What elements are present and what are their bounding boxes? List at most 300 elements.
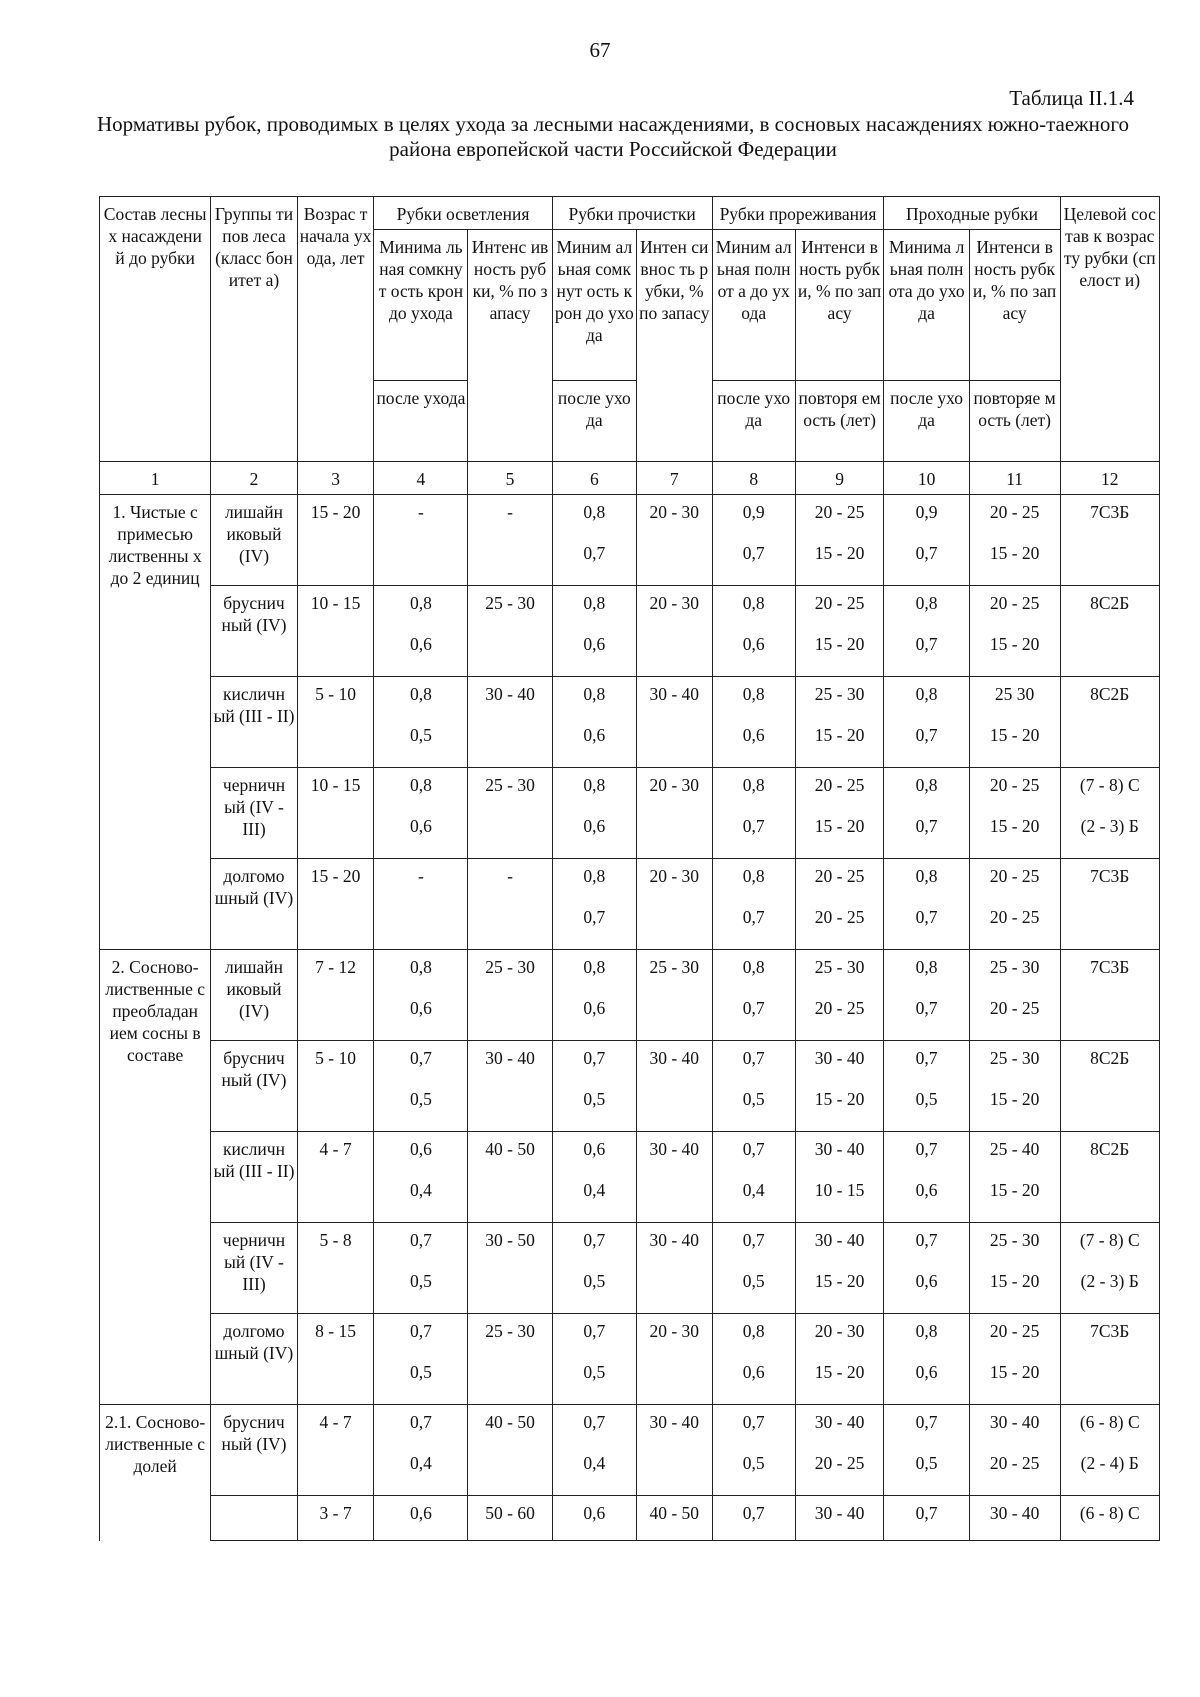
prorezhivanie-min-density	[712, 859, 795, 950]
target-composition	[1060, 1314, 1160, 1405]
prokhodnye-intensity	[969, 1041, 1060, 1132]
value-before: 0,7	[409, 1412, 432, 1432]
start-age: 15 - 20	[297, 495, 374, 586]
value-before: 0,8	[583, 775, 606, 795]
value-before: 7С3Б	[1090, 866, 1130, 886]
value-after: 15 - 20	[989, 1362, 1040, 1382]
prorezhivanie-min-density	[712, 495, 795, 586]
value-before: 30 - 40	[814, 1048, 865, 1068]
column-number: 5	[468, 462, 552, 495]
value-after: 15 - 20	[989, 725, 1040, 745]
value-after	[1063, 1179, 1158, 1201]
osvetlenie-intensity: 25 - 30	[468, 586, 552, 677]
header-min-closure-before: Минима льная сомкнут ость крон до ухода	[374, 230, 468, 381]
header-min-closure-before: Миним альная сомкнут ость крон до ухода	[552, 230, 636, 381]
value-before: 7С3Б	[1090, 957, 1130, 977]
osvetlenie-intensity: 50 - 60	[468, 1496, 552, 1541]
value-after: 0,7	[742, 907, 765, 927]
value-after	[1063, 1088, 1158, 1110]
value-after: 15 - 20	[989, 543, 1040, 563]
document-title: Нормативы рубок, проводимых в целях ухода за лесными насаждениями, в сосновых насаждениях южно-таежного района европейской части Российской Федерации	[96, 112, 1130, 161]
header-forest-types: Группы типов леса (класс бонитет а)	[211, 197, 297, 462]
prorezhivanie-min-density	[712, 1405, 795, 1496]
group-composition: 2. Сосново- лиственные с преобладан ием сосны в составе	[100, 950, 211, 1405]
target-composition	[1060, 1132, 1160, 1223]
prokhodnye-min-density	[884, 768, 969, 859]
osvetlenie-min-closure	[374, 1405, 468, 1496]
prokhodnye-intensity	[969, 1132, 1060, 1223]
osvetlenie-min-closure	[374, 495, 468, 586]
value-before: 0,7	[583, 1321, 606, 1341]
value-after: 0,5	[742, 1453, 765, 1473]
prokhodnye-intensity	[969, 1496, 1060, 1541]
osvetlenie-intensity: 25 - 30	[468, 768, 552, 859]
prochistka-min-closure	[552, 1132, 636, 1223]
prorezhivanie-intensity	[795, 677, 884, 768]
target-composition	[1060, 1041, 1160, 1132]
value-before: 8С2Б	[1090, 684, 1130, 704]
value-before: 7С3Б	[1090, 1321, 1130, 1341]
value-before: 0,8	[583, 502, 606, 522]
osvetlenie-intensity: 25 - 30	[468, 1314, 552, 1405]
value-before: 0,6	[409, 1503, 432, 1523]
value-before: 7С3Б	[1090, 502, 1130, 522]
value-before: 30 - 40	[814, 1503, 865, 1523]
value-after: 0,6	[409, 634, 432, 654]
value-after: 20 - 25	[989, 907, 1040, 927]
forest-type: лишайн иковый (IV)	[211, 950, 297, 1041]
osvetlenie-min-closure	[374, 586, 468, 677]
prochistka-min-closure	[552, 677, 636, 768]
value-before: 0,8	[742, 593, 765, 613]
prokhodnye-min-density	[884, 950, 969, 1041]
value-after: 0,5	[409, 1271, 432, 1291]
value-before: 30 - 40	[814, 1139, 865, 1159]
table-row	[100, 1405, 1160, 1496]
value-before: 20 - 25	[814, 502, 865, 522]
header-after-care: после ухода	[374, 381, 468, 462]
value-after: 15 - 20	[814, 1089, 865, 1109]
value-before: 0,8	[915, 1321, 938, 1341]
value-before: 25 - 30	[814, 957, 865, 977]
header-after-care: после ухода	[552, 381, 636, 462]
header-start-age: Возрас т начала ухода, лет	[297, 197, 374, 462]
value-after: 15 - 20	[989, 634, 1040, 654]
value-before: 0,7	[583, 1412, 606, 1432]
value-before: 0,8	[915, 866, 938, 886]
prorezhivanie-min-density	[712, 768, 795, 859]
value-before: 0,7	[742, 1139, 765, 1159]
value-before: 25 - 30	[989, 1048, 1040, 1068]
value-before: 0,8	[583, 684, 606, 704]
value-before: (6 - 8) С	[1079, 1412, 1140, 1432]
table-row	[100, 1041, 1160, 1132]
table-row	[100, 1132, 1160, 1223]
group-composition: 1. Чистые с примесью лиственны х до 2 единиц	[100, 495, 211, 950]
value-after: 0,6	[583, 816, 606, 836]
prochistka-min-closure	[552, 768, 636, 859]
value-before: 0,8	[915, 684, 938, 704]
start-age: 5 - 10	[297, 677, 374, 768]
value-before: 0,7	[915, 1503, 938, 1523]
osvetlenie-min-closure	[374, 859, 468, 950]
value-before: 25 - 30	[989, 957, 1040, 977]
column-number: 1	[100, 462, 211, 495]
forest-type: лишайн иковый (IV)	[211, 495, 297, 586]
prokhodnye-intensity	[969, 586, 1060, 677]
value-before: 20 - 25	[989, 593, 1040, 613]
prochistka-min-closure	[552, 1223, 636, 1314]
table-row	[100, 1314, 1160, 1405]
prokhodnye-intensity	[969, 768, 1060, 859]
value-after: 0,7	[915, 725, 938, 745]
prorezhivanie-intensity	[795, 950, 884, 1041]
value-before: 0,8	[915, 593, 938, 613]
value-after: 20 - 25	[814, 998, 865, 1018]
header-intensity: Интенс ивность рубки, % по запасу	[468, 230, 552, 462]
start-age: 5 - 10	[297, 1041, 374, 1132]
value-before: (6 - 8) С	[1079, 1503, 1140, 1523]
value-before: 25 - 40	[989, 1139, 1040, 1159]
value-after: (2 - 3) Б	[1080, 1271, 1139, 1291]
value-before: -	[418, 502, 424, 522]
value-before: 30 - 40	[814, 1412, 865, 1432]
value-after: 0,6	[915, 1180, 938, 1200]
prorezhivanie-intensity	[795, 1132, 884, 1223]
value-before: 8С2Б	[1090, 1048, 1130, 1068]
value-after: 15 - 20	[814, 634, 865, 654]
prokhodnye-intensity	[969, 1223, 1060, 1314]
value-before: 0,7	[915, 1230, 938, 1250]
value-before: 0,7	[583, 1230, 606, 1250]
prokhodnye-min-density	[884, 1405, 969, 1496]
prokhodnye-intensity	[969, 495, 1060, 586]
value-after: 0,4	[409, 1453, 432, 1473]
header-osvetlenie: Рубки осветления	[374, 197, 552, 230]
prokhodnye-intensity	[969, 1314, 1060, 1405]
value-after: 0,4	[583, 1180, 606, 1200]
prokhodnye-intensity	[969, 859, 1060, 950]
prorezhivanie-min-density	[712, 950, 795, 1041]
table-row	[100, 586, 1160, 677]
header-prochistka: Рубки прочистки	[552, 197, 712, 230]
table-label: Таблица II.1.4	[1009, 86, 1134, 110]
value-before: 20 - 25	[814, 593, 865, 613]
table-row	[100, 677, 1160, 768]
value-after: 15 - 20	[989, 1180, 1040, 1200]
value-before: 0,8	[742, 1321, 765, 1341]
prochistka-min-closure	[552, 950, 636, 1041]
column-number: 3	[297, 462, 374, 495]
prochistka-intensity: 40 - 50	[636, 1496, 712, 1541]
value-after: 0,5	[742, 1089, 765, 1109]
value-after: 0,6	[742, 725, 765, 745]
prokhodnye-min-density	[884, 1223, 969, 1314]
prochistka-min-closure	[552, 1405, 636, 1496]
value-before: 8С2Б	[1090, 1139, 1130, 1159]
osvetlenie-min-closure	[374, 768, 468, 859]
prorezhivanie-min-density	[712, 1314, 795, 1405]
header-repeat-interval: повторяе мость (лет)	[969, 381, 1060, 462]
value-after: 10 - 15	[814, 1180, 865, 1200]
prokhodnye-min-density	[884, 1132, 969, 1223]
prochistka-intensity: 30 - 40	[636, 1405, 712, 1496]
header-min-density-before: Минима льная полнота до ухода	[884, 230, 969, 381]
value-before: 0,8	[583, 957, 606, 977]
value-after: 0,6	[742, 1362, 765, 1382]
prokhodnye-min-density	[884, 1496, 969, 1541]
osvetlenie-min-closure	[374, 1314, 468, 1405]
value-before: 20 - 25	[989, 866, 1040, 886]
start-age: 10 - 15	[297, 586, 374, 677]
forest-type: черничн ый (IV - III)	[211, 1223, 297, 1314]
value-before: -	[418, 866, 424, 886]
header-prorezhivanie: Рубки прореживания	[712, 197, 884, 230]
target-composition	[1060, 950, 1160, 1041]
value-after: 20 - 25	[989, 998, 1040, 1018]
forest-type: кисличн ый (III - II)	[211, 677, 297, 768]
value-after	[1063, 997, 1158, 1019]
value-before: 25 30	[994, 684, 1035, 704]
value-after: 15 - 20	[989, 816, 1040, 836]
value-before: 20 - 25	[989, 502, 1040, 522]
target-composition	[1060, 495, 1160, 586]
prochistka-min-closure	[552, 586, 636, 677]
target-composition	[1060, 586, 1160, 677]
value-before: 20 - 30	[814, 1321, 865, 1341]
value-after: 15 - 20	[814, 1362, 865, 1382]
prokhodnye-min-density	[884, 1314, 969, 1405]
value-before: 0,7	[915, 1048, 938, 1068]
start-age: 5 - 8	[297, 1223, 374, 1314]
value-after: 0,6	[742, 634, 765, 654]
value-before: 0,8	[583, 866, 606, 886]
prorezhivanie-intensity	[795, 1041, 884, 1132]
header-intensity: Интенси вность рубки, % по запасу	[969, 230, 1060, 381]
prokhodnye-min-density	[884, 677, 969, 768]
prochistka-intensity: 25 - 30	[636, 950, 712, 1041]
value-after: 0,7	[742, 998, 765, 1018]
prorezhivanie-intensity	[795, 1223, 884, 1314]
osvetlenie-intensity: 30 - 40	[468, 1041, 552, 1132]
column-number: 11	[969, 462, 1060, 495]
value-before: 0,8	[409, 957, 432, 977]
value-before: 30 - 40	[989, 1503, 1040, 1523]
value-before: 0,8	[583, 593, 606, 613]
value-before: 0,8	[915, 957, 938, 977]
column-number: 9	[795, 462, 884, 495]
value-after: 0,7	[915, 816, 938, 836]
header-row-1	[100, 197, 1160, 230]
value-after: 0,6	[409, 816, 432, 836]
value-after: 0,6	[915, 1362, 938, 1382]
value-before: 0,6	[409, 1139, 432, 1159]
value-before: 20 - 25	[989, 1321, 1040, 1341]
value-before: 0,8	[915, 775, 938, 795]
prorezhivanie-intensity	[795, 586, 884, 677]
value-after: 0,6	[583, 998, 606, 1018]
value-before: 0,7	[409, 1321, 432, 1341]
value-after: 0,5	[742, 1271, 765, 1291]
prochistka-intensity: 30 - 40	[636, 1041, 712, 1132]
osvetlenie-intensity: 40 - 50	[468, 1405, 552, 1496]
value-after: 0,7	[583, 543, 606, 563]
group-composition: 2.1. Сосново- лиственные с долей	[100, 1405, 211, 1541]
osvetlenie-min-closure	[374, 1496, 468, 1541]
value-before: 20 - 25	[814, 866, 865, 886]
prorezhivanie-intensity	[795, 495, 884, 586]
value-before: 20 - 25	[814, 775, 865, 795]
value-after: 15 - 20	[814, 816, 865, 836]
value-after: 0,5	[915, 1089, 938, 1109]
forest-type: бруснич ный (IV)	[211, 586, 297, 677]
header-target-composition: Целевой состав к возрасту рубки (спелост и)	[1060, 197, 1160, 462]
table-row	[100, 859, 1160, 950]
prokhodnye-intensity	[969, 1405, 1060, 1496]
osvetlenie-intensity: -	[468, 495, 552, 586]
value-before: 25 - 30	[989, 1230, 1040, 1250]
value-after: 15 - 20	[989, 1089, 1040, 1109]
target-composition	[1060, 677, 1160, 768]
header-after-care: после ухода	[712, 381, 795, 462]
column-number: 4	[374, 462, 468, 495]
value-after: 0,7	[915, 543, 938, 563]
forest-type: бруснич ный (IV)	[211, 1041, 297, 1132]
value-before: 8С2Б	[1090, 593, 1130, 613]
value-before: 0,8	[742, 866, 765, 886]
value-after: 0,5	[409, 725, 432, 745]
value-after: 0,6	[409, 998, 432, 1018]
header-composition: Состав лесных насаждени й до рубки	[100, 197, 211, 462]
value-after	[1063, 542, 1158, 564]
value-before: 0,9	[915, 502, 938, 522]
prorezhivanie-min-density	[712, 1223, 795, 1314]
value-after: 0,4	[409, 1180, 432, 1200]
prokhodnye-min-density	[884, 495, 969, 586]
target-composition	[1060, 1405, 1160, 1496]
osvetlenie-intensity: 30 - 50	[468, 1223, 552, 1314]
value-before: (7 - 8) С	[1079, 775, 1140, 795]
column-number-row	[100, 462, 1160, 495]
column-number: 12	[1060, 462, 1160, 495]
table-row	[100, 495, 1160, 586]
table-row	[100, 1223, 1160, 1314]
osvetlenie-min-closure	[374, 677, 468, 768]
forest-type	[211, 1496, 297, 1541]
value-before: 0,6	[583, 1139, 606, 1159]
prochistka-intensity: 30 - 40	[636, 677, 712, 768]
value-after: (2 - 4) Б	[1080, 1453, 1139, 1473]
header-repeat-interval: повторя емость (лет)	[795, 381, 884, 462]
prorezhivanie-intensity	[795, 768, 884, 859]
prokhodnye-intensity	[969, 677, 1060, 768]
value-after: 0,7	[915, 634, 938, 654]
value-after	[1063, 724, 1158, 746]
value-after	[1063, 633, 1158, 655]
osvetlenie-intensity: 25 - 30	[468, 950, 552, 1041]
value-after: 0,5	[583, 1089, 606, 1109]
prokhodnye-min-density	[884, 859, 969, 950]
value-before: 0,8	[742, 684, 765, 704]
prochistka-intensity: 20 - 30	[636, 1314, 712, 1405]
value-before: 0,6	[583, 1503, 606, 1523]
value-after	[376, 906, 465, 928]
value-after: 0,5	[915, 1453, 938, 1473]
value-after: 20 - 25	[989, 1453, 1040, 1473]
value-after	[1063, 1361, 1158, 1383]
osvetlenie-min-closure	[374, 1223, 468, 1314]
value-before: 0,7	[742, 1412, 765, 1432]
page-number: 67	[589, 38, 611, 62]
start-age: 8 - 15	[297, 1314, 374, 1405]
column-number: 10	[884, 462, 969, 495]
column-number: 2	[211, 462, 297, 495]
prochistka-min-closure	[552, 495, 636, 586]
value-before: 30 - 40	[989, 1412, 1040, 1432]
value-after	[376, 542, 465, 564]
norms-table	[99, 196, 1160, 1541]
value-before: 0,9	[742, 502, 765, 522]
table-row	[100, 950, 1160, 1041]
value-after: 15 - 20	[814, 1271, 865, 1291]
value-after	[1063, 906, 1158, 928]
prorezhivanie-min-density	[712, 586, 795, 677]
value-before: 25 - 30	[814, 684, 865, 704]
value-after: 20 - 25	[814, 1453, 865, 1473]
start-age: 10 - 15	[297, 768, 374, 859]
value-after: 15 - 20	[814, 543, 865, 563]
column-number: 8	[712, 462, 795, 495]
value-after: 15 - 20	[814, 725, 865, 745]
prorezhivanie-intensity	[795, 859, 884, 950]
value-after: 0,7	[915, 907, 938, 927]
value-before: 0,7	[742, 1048, 765, 1068]
value-before: 20 - 25	[989, 775, 1040, 795]
column-number: 6	[552, 462, 636, 495]
value-before: 0,8	[742, 957, 765, 977]
value-after: 0,5	[409, 1089, 432, 1109]
forest-type: долгомо шный (IV)	[211, 1314, 297, 1405]
value-after: 20 - 25	[814, 907, 865, 927]
header-prokhodnye: Проходные рубки	[884, 197, 1060, 230]
prochistka-intensity: 20 - 30	[636, 586, 712, 677]
prochistka-min-closure	[552, 859, 636, 950]
value-before: 0,7	[742, 1230, 765, 1250]
value-after: 0,7	[742, 543, 765, 563]
target-composition	[1060, 1223, 1160, 1314]
value-before: (7 - 8) С	[1079, 1230, 1140, 1250]
value-before: 0,8	[409, 593, 432, 613]
prorezhivanie-min-density	[712, 1496, 795, 1541]
start-age: 15 - 20	[297, 859, 374, 950]
value-after: 0,7	[742, 816, 765, 836]
target-composition	[1060, 768, 1160, 859]
value-before: 0,8	[742, 775, 765, 795]
osvetlenie-min-closure	[374, 1041, 468, 1132]
target-composition	[1060, 1496, 1160, 1541]
forest-type: черничн ый (IV - III)	[211, 768, 297, 859]
value-before: 0,8	[409, 775, 432, 795]
target-composition	[1060, 859, 1160, 950]
prochistka-intensity: 20 - 30	[636, 768, 712, 859]
value-before: 0,7	[409, 1230, 432, 1250]
header-intensity: Интен сивнос ть рубки, % по запасу	[636, 230, 712, 462]
value-after: (2 - 3) Б	[1080, 816, 1139, 836]
prochistka-intensity: 30 - 40	[636, 1223, 712, 1314]
value-after: 0,4	[583, 1453, 606, 1473]
prochistka-min-closure	[552, 1041, 636, 1132]
start-age: 4 - 7	[297, 1132, 374, 1223]
